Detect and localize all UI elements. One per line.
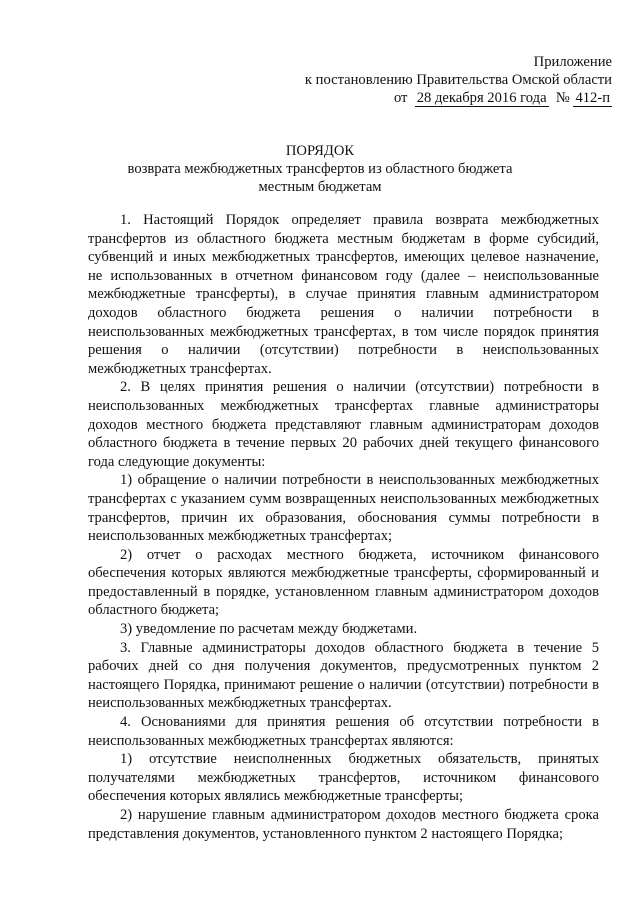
paragraph-2-item-2: 2) отчет о расходах местного бюджета, источником финансового обеспечения которых являются межбюджетные трансферты, сформированный и предоставленный в порядке, установленном главным администратором доходов областного бюджета;: [88, 546, 599, 619]
appendix-number-sign: №: [555, 90, 570, 106]
document-title-block: [0, 142, 640, 196]
appendix-decree-reference: к постановлению Правительства Омской области: [304, 72, 612, 88]
paragraph-4-item-1: 1) отсутствие неисполненных бюджетных обязательств, принятых получателями межбюджетных трансфертов, источником финансового обеспечения которых являлись межбюджетные трансферты;: [88, 751, 599, 805]
paragraph-4: 4. Основаниями для принятия решения об отсутствии потребности в неиспользованных межбюджетных трансфертах являются:: [88, 714, 599, 749]
appendix-header: [305, 53, 612, 107]
paragraph-2-item-1: 1) обращение о наличии потребности в неиспользованных межбюджетных трансфертах с указанием сумм возвращенных неиспользованных межбюджетных трансфертов, причин их образования, обоснования суммы потребности в неиспользованных межбюджетных трансфертах;: [88, 472, 599, 545]
paragraph-3: 3. Главные администраторы доходов областного бюджета в течение 5 рабочих дней со дня получения документов, предусмотренных пунктом 2 настоящего Порядка, принимают решение о наличии (отсутствии) потребности в неиспользованных межбюджетных трансфертах.: [88, 639, 599, 712]
paragraph-1: 1. Настоящий Порядок определяет правила возврата межбюджетных трансфертов из областного бюджета местным бюджетам в форме субсидий, субвенций и иных межбюджетных трансфертов, имеющих целевое назначение, не использованных в отчетном финансовом году (далее – неиспользованные межбюджетные трансферты), в случае принятия главным администратором доходов областного бюджета решения о наличии потребности в неиспользованных межбюджетных трансфертах, в том числе порядок принятия решения о наличии (отсутствии) потребности в неиспользованных межбюджетных трансфертах.: [88, 212, 599, 377]
paragraph-2: 2. В целях принятия решения о наличии (отсутствии) потребности в неиспользованных межбюджетных трансфертах главные администраторы доходов местного бюджета представляют главным администраторам доходов областного бюджета в течение первых 20 рабочих дней текущего финансового года следующие документы:: [88, 379, 599, 470]
appendix-from-prefix: от: [393, 90, 408, 106]
paragraph-4-item-2: 2) нарушение главным администратором доходов местного бюджета срока представления документов, установленного пунктом 2 настоящего Порядка;: [88, 807, 599, 842]
document-subtitle-line-1: возврата межбюджетных трансфертов из областного бюджета: [127, 161, 513, 177]
appendix-decree-date: 28 декабря 2016 года: [416, 90, 547, 106]
paragraph-2-item-3: 3) уведомление по расчетам между бюджетами.: [120, 621, 418, 638]
appendix-label: Приложение: [533, 54, 612, 70]
appendix-decree-number: 412-п: [575, 90, 610, 106]
document-body: [88, 211, 599, 843]
document-heading: ПОРЯДОК: [285, 143, 355, 159]
document-subtitle-line-2: местным бюджетам: [258, 179, 382, 195]
appendix-decree-date-number: [305, 89, 612, 107]
